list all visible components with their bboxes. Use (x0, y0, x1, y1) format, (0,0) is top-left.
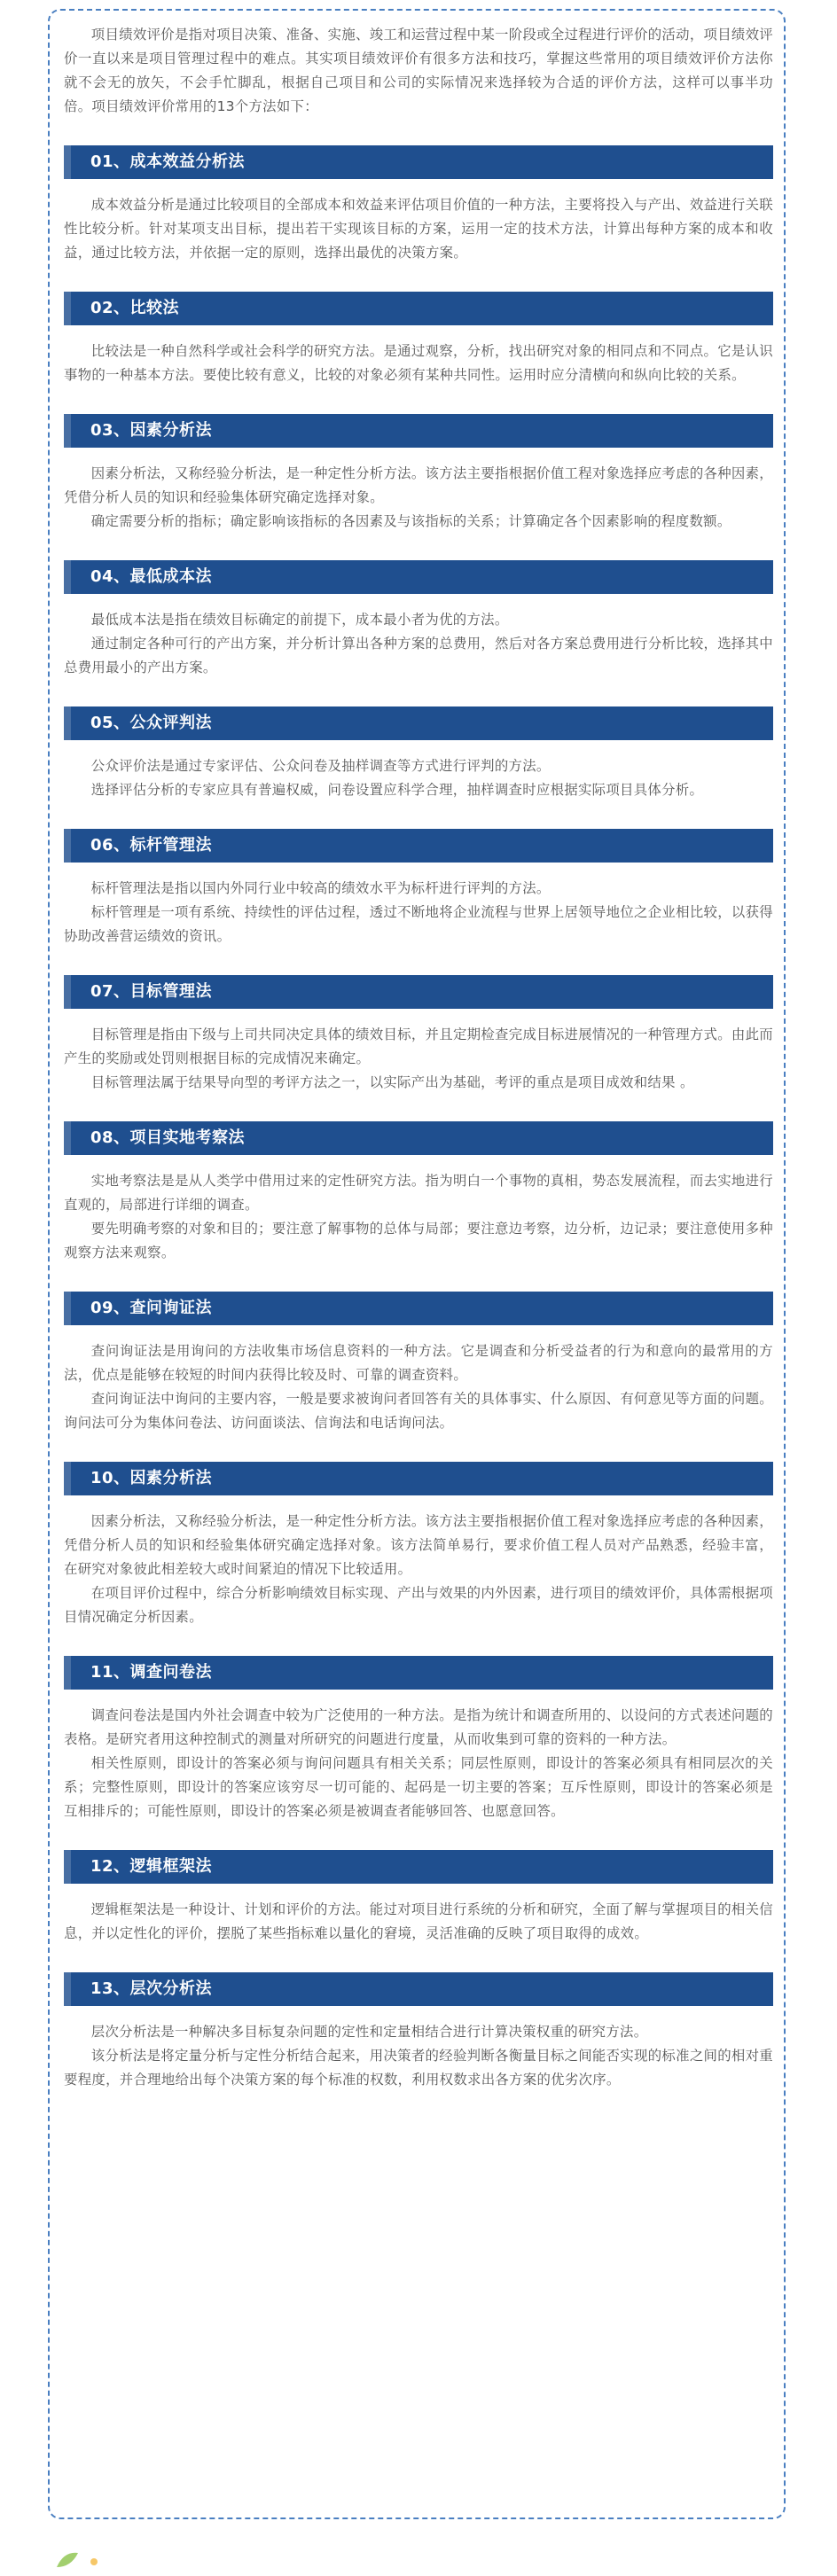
section-title: 06、标杆管理法 (90, 836, 213, 855)
section (64, 1972, 773, 2092)
section-header (64, 560, 773, 594)
section-title: 11、调查问卷法 (90, 1663, 213, 1682)
section-paragraph: 选择评估分析的专家应具有普遍权威，问卷设置应科学合理，抽样调查时应根据实际项目具体分析。 (90, 782, 704, 798)
section-header (64, 706, 773, 740)
section-header-accent (64, 1656, 71, 1690)
section-title: 10、因素分析法 (90, 1469, 213, 1487)
section-header (64, 1656, 773, 1690)
section-paragraph: 相关性原则，即设计的答案必须与询问问题具有相关关系；同层性原则，即设计的答案必须具有相同层次的关系；完整性原则，即设计的答案应该穷尽一切可能的、起码是一切主要的答案；互斥性原则，即设计的答案必须是互相排斥的；可能性原则，即设计的答案必须是被调查者能够回答、也愿意回答。 (64, 1755, 773, 1819)
section-header-accent (64, 292, 71, 325)
section-title: 09、查问询证法 (90, 1299, 213, 1317)
footer-decoration (48, 2541, 154, 2576)
section (64, 1462, 773, 1629)
section-paragraph: 查问询证法中询问的主要内容，一般是要求被询问者回答有关的具体事实、什么原因、有何意见等方面的问题。询问法可分为集体问卷法、访问面谈法、信询法和电话询问法。 (64, 1391, 773, 1431)
section-paragraph: 标杆管理法是指以国内外同行业中较高的绩效水平为标杆进行评判的方法。 (90, 880, 551, 896)
section-header-accent (64, 1121, 71, 1155)
section-header-accent (64, 145, 71, 179)
section-title: 02、比较法 (90, 299, 180, 317)
intro (64, 23, 773, 119)
section-paragraph: 因素分析法，又称经验分析法，是一种定性分析方法。该方法主要指根据价值工程对象选择应考虑的各种因素，凭借分析人员的知识和经验集体研究确定选择对象。 (64, 465, 773, 505)
section-header (64, 292, 773, 325)
section-header-accent (64, 414, 71, 448)
section-title: 01、成本效益分析法 (90, 152, 246, 171)
section-title: 08、项目实地考察法 (90, 1128, 246, 1147)
section-paragraph: 层次分析法是一种解决多目标复杂问题的定性和定量相结合进行计算决策权重的研究方法。 (90, 2024, 648, 2040)
section (64, 1656, 773, 1823)
section-header-accent (64, 829, 71, 863)
section-paragraph: 公众评价法是通过专家评估、公众问卷及抽样调查等方式进行评判的方法。 (90, 758, 551, 774)
section (64, 145, 773, 265)
section-title: 04、最低成本法 (90, 567, 213, 586)
section-header-accent (64, 706, 71, 740)
section (64, 1292, 773, 1435)
section-title: 13、层次分析法 (90, 1979, 213, 1998)
section-header (64, 1850, 773, 1884)
section-paragraph: 成本效益分析是通过比较项目的全部成本和效益来评估项目价值的一种方法，主要将投入与产出、效益进行关联性比较分析。针对某项支出目标，提出若干实现该目标的方案，运用一定的技术方法，计算出每种方案的成本和收益，通过比较方法，并依据一定的原则，选择出最优的决策方案。 (64, 197, 773, 261)
section-title: 07、目标管理法 (90, 982, 213, 1001)
section-paragraph: 因素分析法，又称经验分析法，是一种定性分析方法。该方法主要指根据价值工程对象选择应考虑的各种因素，凭借分析人员的知识和经验集体研究确定选择对象。该方法简单易行，要求价值工程人员对产品熟悉，经验丰富，在研究对象彼此相差较大或时间紧迫的情况下比较适用。 (64, 1513, 773, 1577)
section-header (64, 1121, 773, 1155)
section-header-accent (64, 1462, 71, 1495)
section-title: 03、因素分析法 (90, 421, 213, 440)
section-paragraph: 目标管理是指由下级与上司共同决定具体的绩效目标，并且定期检查完成目标进展情况的一种管理方式。由此而产生的奖励或处罚则根据目标的完成情况来确定。 (64, 1026, 773, 1066)
section-title: 12、逻辑框架法 (90, 1857, 213, 1876)
section-paragraph: 在项目评价过程中，综合分析影响绩效目标实现、产出与效果的内外因素，进行项目的绩效评价，具体需根据项目情况确定分析因素。 (64, 1585, 773, 1625)
section-paragraph: 调查问卷法是国内外社会调查中较为广泛使用的一种方法。是指为统计和调查所用的、以设问的方式表述问题的表格。是研究者用这种控制式的测量对所研究的问题进行度量，从而收集到可靠的资料的一种方法。 (64, 1707, 773, 1747)
section-paragraph: 逻辑框架法是一种设计、计划和评价的方法。能过对项目进行系统的分析和研究，全面了解与掌握项目的相关信息，并以定性化的评价，摆脱了某些指标难以量化的窘境，灵活准确的反映了项目取得的成效。 (64, 1901, 773, 1941)
section-header-accent (64, 975, 71, 1009)
section-paragraph: 比较法是一种自然科学或社会科学的研究方法。是通过观察，分析，找出研究对象的相同点和不同点。它是认识事物的一种基本方法。要使比较有意义，比较的对象必须有某种共同性。运用时应分清横向和纵向比较的关系。 (64, 343, 773, 383)
section (64, 1850, 773, 1946)
section-header (64, 975, 773, 1009)
section-paragraph: 要先明确考察的对象和目的；要注意了解事物的总体与局部；要注意边考察，边分析，边记录；要注意使用多种观察方法来观察。 (64, 1221, 773, 1261)
section-header (64, 145, 773, 179)
section-header-accent (64, 1850, 71, 1884)
section-paragraph: 目标管理法属于结果导向型的考评方法之一，以实际产出为基础，考评的重点是项目成效和结果 。 (90, 1074, 694, 1090)
dot-icon (90, 2558, 98, 2565)
section-header (64, 829, 773, 863)
section (64, 829, 773, 948)
section-header-accent (64, 1972, 71, 2006)
section (64, 560, 773, 680)
section-paragraph: 通过制定各种可行的产出方案，并分析计算出各种方案的总费用，然后对各方案总费用进行分析比较，选择其中总费用最小的产出方案。 (64, 636, 773, 675)
section (64, 1121, 773, 1265)
section-header (64, 1292, 773, 1325)
article-body (64, 23, 773, 2092)
section-header-accent (64, 560, 71, 594)
section-header-accent (64, 1292, 71, 1325)
section-list (64, 145, 773, 2092)
section-header (64, 1462, 773, 1495)
section-title: 05、公众评判法 (90, 714, 213, 732)
section (64, 292, 773, 387)
section (64, 706, 773, 802)
section (64, 975, 773, 1095)
intro-paragraph: 项目绩效评价是指对项目决策、准备、实施、竣工和运营过程中某一阶段或全过程进行评价的活动，项目绩效评价一直以来是项目管理过程中的难点。其实项目绩效评价有很多方法和技巧，掌握这些常用的项目绩效评价方法你就不会无的放矢，不会手忙脚乱，根据自己项目和公司的实际情况来选择较为合适的评价方法，这样可以事半功倍。项目绩效评价常用的13个方法如下： (64, 27, 773, 114)
section-paragraph: 标杆管理是一项有系统、持续性的评估过程，透过不断地将企业流程与世界上居领导地位之企业相比较，以获得协助改善营运绩效的资讯。 (64, 904, 773, 944)
section (64, 414, 773, 534)
section-paragraph: 该分析法是将定量分析与定性分析结合起来，用决策者的经验判断各衡量目标之间能否实现的标准之间的相对重要程度，并合理地给出每个决策方案的每个标准的权数，利用权数求出各方案的优劣次序。 (64, 2048, 773, 2088)
section-header (64, 414, 773, 448)
section-paragraph: 查问询证法是用询问的方法收集市场信息资料的一种方法。它是调查和分析受益者的行为和意向的最常用的方法，优点是能够在较短的时间内获得比较及时、可靠的调查资料。 (64, 1343, 773, 1383)
section-paragraph: 实地考察法是是从人类学中借用过来的定性研究方法。指为明白一个事物的真相，势态发展流程，而去实地进行直观的，局部进行详细的调查。 (64, 1173, 773, 1213)
section-paragraph: 确定需要分析的指标；确定影响该指标的各因素及与该指标的关系；计算确定各个因素影响的程度数额。 (90, 513, 731, 529)
leaf-icon (57, 2553, 78, 2567)
section-paragraph: 最低成本法是指在绩效目标确定的前提下，成本最小者为优的方法。 (90, 612, 509, 628)
section-header (64, 1972, 773, 2006)
